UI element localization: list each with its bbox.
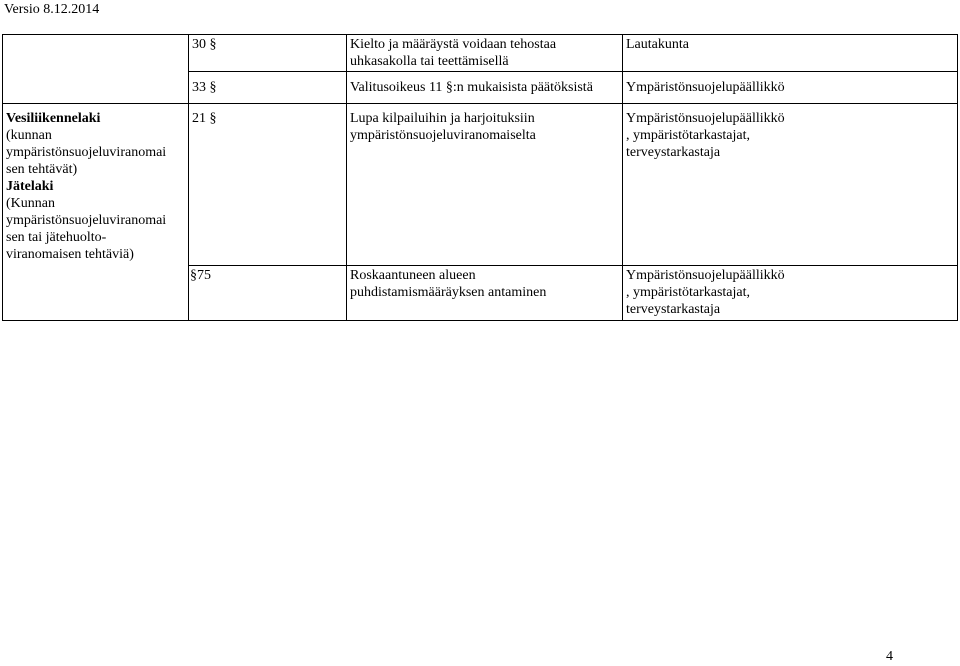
section-number-cell: [189, 104, 347, 266]
authority-line: terveystarkastaja: [626, 145, 721, 160]
description-cell: [347, 72, 623, 104]
authority-line: Ympäristönsuojelupäällikkö: [626, 268, 785, 283]
authority-cell: [623, 35, 958, 72]
law-note: sen tehtävät): [6, 162, 78, 177]
page-number: 4: [886, 649, 893, 664]
law-title: Vesiliikennelaki: [6, 111, 101, 126]
authority-cell: [623, 72, 958, 104]
law-note: viranomaisen tehtäviä): [6, 247, 134, 262]
section-number: 21: [192, 111, 206, 126]
section-sign: §: [209, 111, 217, 126]
description-line: ympäristönsuojeluviranomaiselta: [350, 128, 536, 143]
law-title: Jätelaki: [6, 179, 54, 194]
table-row: [3, 104, 958, 266]
description-cell: [347, 35, 623, 72]
law-note: (Kunnan: [6, 196, 55, 211]
authority-cell: [623, 104, 958, 266]
authority-line: Ympäristönsuojelupäällikkö: [626, 80, 785, 95]
law-note: ympäristönsuojeluviranomai: [6, 145, 167, 160]
authority-line: Lautakunta: [626, 37, 689, 52]
law-cell-empty: [3, 35, 189, 104]
description-line: Kielto ja määräystä voidaan tehostaa: [350, 37, 557, 52]
description-line: puhdistamismääräyksen antaminen: [350, 285, 547, 300]
authority-line: , ympäristötarkastajat,: [626, 285, 751, 300]
description-cell: [347, 104, 623, 266]
section-number: 30: [192, 37, 206, 52]
law-note: (kunnan: [6, 128, 52, 143]
law-note: sen tai jätehuolto-: [6, 230, 107, 245]
law-note: ympäristönsuojeluviranomai: [6, 213, 167, 228]
section-sign: §: [190, 268, 197, 283]
section-number: 33: [192, 80, 206, 95]
section-sign: §: [209, 80, 217, 95]
authority-line: , ympäristötarkastajat,: [626, 128, 751, 143]
authority-cell: [623, 266, 958, 321]
section-number-cell: [189, 35, 347, 72]
description-line: Roskaantuneen alueen: [350, 268, 476, 283]
description-line: uhkasakolla tai teettämisellä: [350, 54, 509, 69]
delegation-table: [2, 34, 958, 321]
authority-line: terveystarkastaja: [626, 302, 721, 317]
description-line: Lupa kilpailuihin ja harjoituksiin: [350, 111, 535, 126]
authority-line: Ympäristönsuojelupäällikkö: [626, 111, 785, 126]
law-group-label: [3, 104, 189, 321]
description-cell: [347, 266, 623, 321]
section-number: 75: [197, 268, 211, 283]
table-row: [3, 35, 958, 72]
section-sign: §: [209, 37, 217, 52]
version-label: Versio 8.12.2014: [4, 2, 100, 17]
section-number-cell: [189, 266, 347, 321]
description-line: Valitusoikeus 11 §:n mukaisista päätöksistä: [350, 80, 593, 95]
section-number-cell: [189, 72, 347, 104]
